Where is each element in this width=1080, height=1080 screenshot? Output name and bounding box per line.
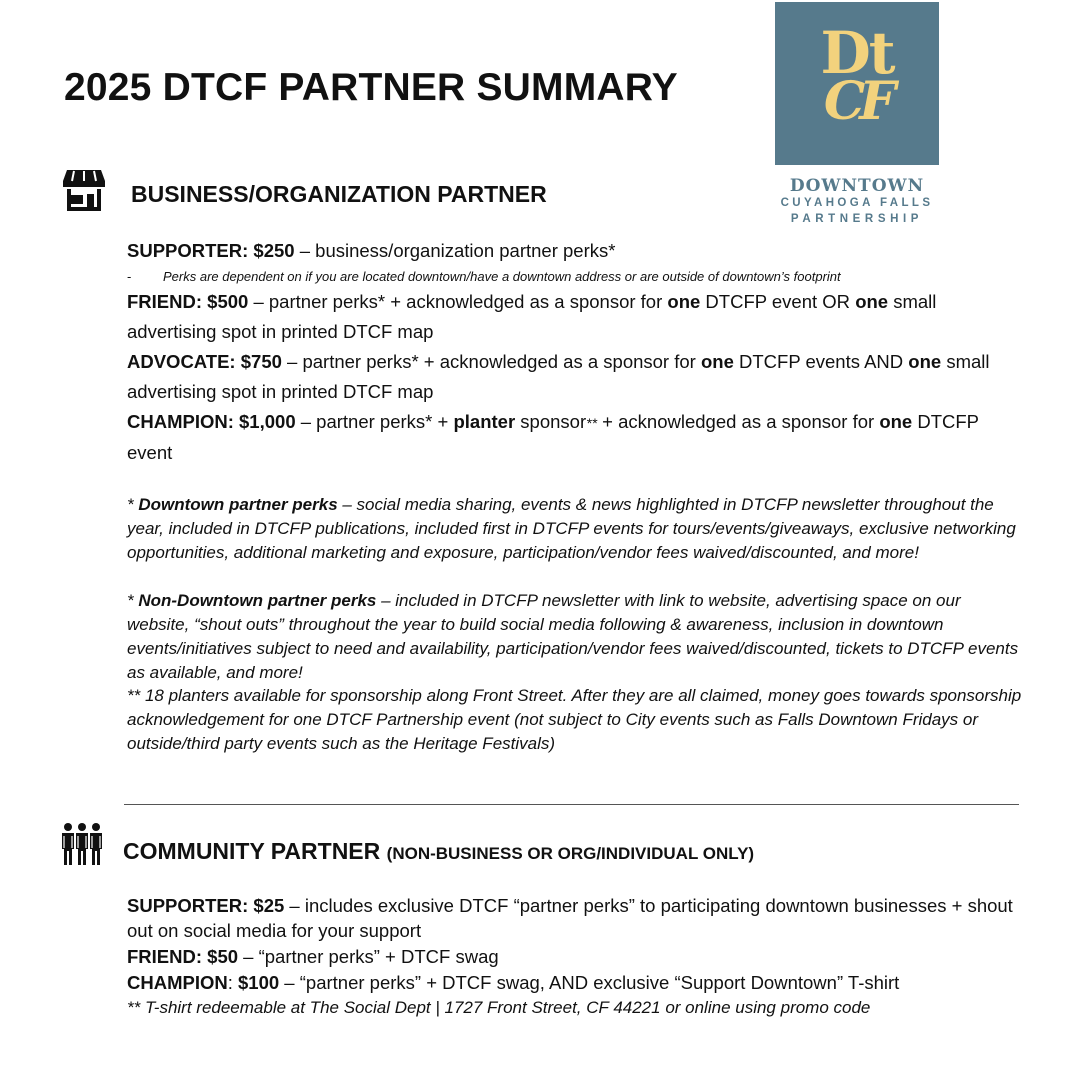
dtcf-logo: [775, 2, 939, 165]
business-tier-supporter: [127, 236, 1027, 266]
note-text: – included in DTCFP newsletter with link to website, advertising space on our website, “shout outs” throughout the year to build social media following & awareness, inclusion in downtown events/initiatives subject to need and availability, participation/vendor fees waived/discounted, tickets to DTCFP events as available, and more!: [127, 591, 1019, 682]
tier-description: – business/organization partner perks*: [294, 240, 616, 261]
note-label: Downtown partner perks: [138, 495, 338, 514]
tier-emphasis: planter: [453, 411, 516, 432]
business-tier-champion: [127, 407, 1027, 468]
tier-emphasis: one: [700, 351, 734, 372]
tier-label: SUPPORTER: $250: [127, 240, 295, 261]
logo-monogram-top: Dt: [820, 19, 894, 87]
business-tier-friend: [127, 287, 1027, 347]
tier-label: CHAMPION: [127, 972, 228, 993]
storefront-icon: [61, 167, 107, 213]
tier-emphasis: one: [908, 351, 942, 372]
page-title: 2025 DTCF PARTNER SUMMARY: [64, 66, 678, 109]
tshirt-note: ** T-shirt redeemable at The Social Dept | 1727 Front Street, CF 44221 or online using promo code: [127, 998, 871, 1017]
note-label: Non-Downtown partner perks: [138, 591, 377, 610]
community-tier-supporter: [127, 893, 1027, 943]
community-section-heading: [123, 838, 754, 865]
community-tier-friend: [127, 944, 1027, 969]
tier-description: DTCFP event OR: [700, 291, 856, 312]
tier-footnote-mark: **: [586, 415, 598, 431]
logo-monogram-bottom: CF: [823, 71, 891, 132]
people-group-icon: [59, 822, 105, 866]
tier-description: – partner perks* + acknowledged as a sponsor for: [248, 291, 668, 312]
tier-label: CHAMPION: $1,000: [127, 411, 296, 432]
note-dash: -: [127, 269, 132, 284]
note-star: *: [127, 591, 139, 610]
note-text: – social media sharing, events & news highlighted in DTCFP newsletter throughout the year, included in DTCFP publications, included first in DTCFP events for tours/events/giveaways, exclusive networking opportunities, additional marketing and exposure, participation/vendor fees waived/discounted, and more!: [127, 495, 1016, 562]
tier-emphasis: one: [855, 291, 889, 312]
note-text: Perks are dependent on if you are located downtown/have a downtown address or are outside of downtown’s footprint: [163, 269, 841, 284]
logo-wordmark-line3: PARTNERSHIP: [790, 213, 924, 225]
downtown-perks-note: [127, 493, 1027, 565]
tier-description: – partner perks* +: [295, 411, 454, 432]
tier-description: – “partner perks” + DTCF swag, AND exclusive “Support Downtown” T-shirt: [279, 972, 900, 993]
tier-label: FRIEND: $50: [127, 946, 239, 967]
section-divider: [124, 804, 1019, 805]
tier-label: FRIEND: $500: [127, 291, 249, 312]
tier-emphasis: one: [879, 411, 913, 432]
business-supporter-note: [127, 268, 1027, 286]
tier-label: ADVOCATE: $750: [127, 351, 282, 372]
tier-description: DTCFP event: [127, 411, 979, 463]
tier-description: small advertising spot in printed DTCF map: [127, 291, 937, 342]
planters-note: ** 18 planters available for sponsorship along Front Street. After they are all claimed, money goes towards sponsorship acknowledgement for one DTCF Partnership event (not subject to City events such as Falls Downtown Fridays or outside/third party events such as the Heritage Festivals): [127, 686, 1022, 753]
logo-wordmark-line1: DOWNTOWN: [789, 176, 925, 196]
business-tier-advocate: [127, 347, 1027, 407]
tier-description: – partner perks* + acknowledged as a sponsor for: [281, 351, 701, 372]
community-tier-champion: [127, 970, 1027, 995]
tier-label-sep: :: [227, 972, 239, 993]
tier-description: – “partner perks” + DTCF swag: [238, 946, 499, 967]
note-star: *: [127, 495, 139, 514]
tier-label: SUPPORTER: $25: [127, 895, 285, 916]
tier-description: small advertising spot in printed DTCF map: [127, 351, 990, 402]
community-heading-text: COMMUNITY PARTNER: [123, 838, 381, 864]
logo-wordmark-line2: CUYAHOGA FALLS: [780, 197, 934, 209]
community-subheading: (NON-BUSINESS OR ORG/INDIVIDUAL ONLY): [386, 844, 755, 863]
non-downtown-perks-note: [127, 589, 1027, 685]
tier-emphasis: one: [667, 291, 701, 312]
business-section-heading: BUSINESS/ORGANIZATION PARTNER: [131, 181, 547, 207]
tier-price: $100: [238, 972, 280, 993]
tier-description: sponsor: [515, 411, 587, 432]
tier-description: – includes exclusive DTCF “partner perks” to participating downtown businesses + shout out on social media for your support: [127, 895, 1013, 941]
tier-description: DTCFP events AND: [733, 351, 909, 372]
tier-description: + acknowledged as a sponsor for: [597, 411, 880, 432]
